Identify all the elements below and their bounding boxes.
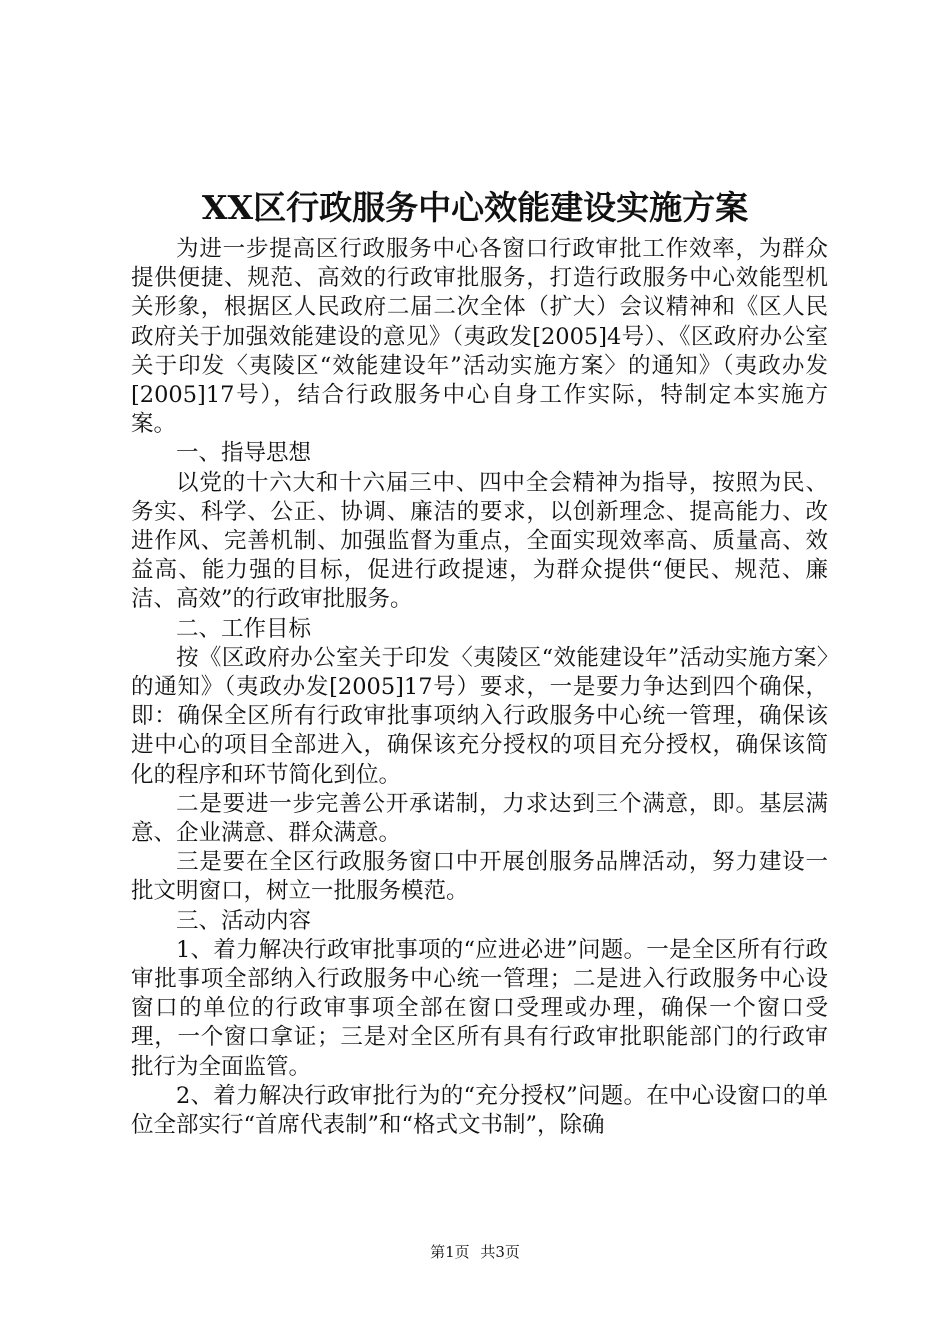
intro-paragraph: 为进一步提高区行政服务中心各窗口行政审批工作效率，为群众提供便捷、规范、高效的行政审批服务，打造行政服务中心效能型机关形象，根据区人民政府二届二次全体（扩大）会议精神和《区人民政府关于加强效能建设的意见》（夷政发[2005]4号）、《区政府办公室关于印发〈夷陵区“效能建设年”活动实施方案〉的通知》（夷政办发[2005]17号），结合行政服务中心自身工作实际，特制定本实施方案。: [131, 236, 828, 438]
section-heading-guiding-thought: 一、指导思想: [176, 440, 312, 467]
work-goals-paragraph-2: 二是要进一步完善公开承诺制，力求达到三个满意，即。基层满意、企业满意、群众满意。: [131, 790, 828, 847]
section-heading-work-goals: 二、工作目标: [176, 615, 312, 642]
document-title: XX区行政服务中心效能建设实施方案: [201, 188, 749, 227]
page-footer: [0, 1242, 950, 1262]
document-body: [131, 235, 828, 1140]
work-goals-paragraph-3: 三是要在全区行政服务窗口中开展创服务品牌活动，努力建设一批文明窗口，树立一批服务模范。: [131, 849, 828, 905]
page-number: 第1页: [430, 1243, 470, 1261]
activities-paragraph-1: 1、着力解决行政审批事项的“应进必进”问题。一是全区所有行政审批事项全部纳入行政服务中心统一管理；二是进入行政服务中心设窗口的单位的行政审事项全部在窗口受理或办理，确保一个窗口受理，一个窗口拿证；三是对全区所有具有行政审批职能部门的行政审批行为全面监管。: [131, 936, 828, 1080]
activities-paragraph-2: 2、着力解决行政审批行为的“充分授权”问题。在中心设窗口的单位全部实行“首席代表制”和“格式文书制”，除确: [131, 1082, 828, 1139]
section-heading-activities: 三、活动内容: [176, 907, 312, 934]
page-total: 共3页: [480, 1243, 520, 1261]
guiding-thought-paragraph: 以党的十六大和十六届三中、四中全会精神为指导，按照为民、务实、科学、公正、协调、廉洁的要求，以创新理念、提高能力、改进作风、完善机制、加强监督为重点，全面实现效率高、质量高、效益高、能力强的目标，促进行政提速，为群众提供“便民、规范、廉洁、高效”的行政审批服务。: [131, 469, 828, 613]
work-goals-paragraph-1: 按《区政府办公室关于印发〈夷陵区“效能建设年”活动实施方案〉的通知》（夷政办发[2005]17号）要求，一是要力争达到四个确保，即：确保全区所有行政审批事项纳入行政服务中心统一管理，确保该进中心的项目全部进入，确保该充分授权的项目充分授权，确保该简化的程序和环节简化到位。: [131, 644, 828, 788]
